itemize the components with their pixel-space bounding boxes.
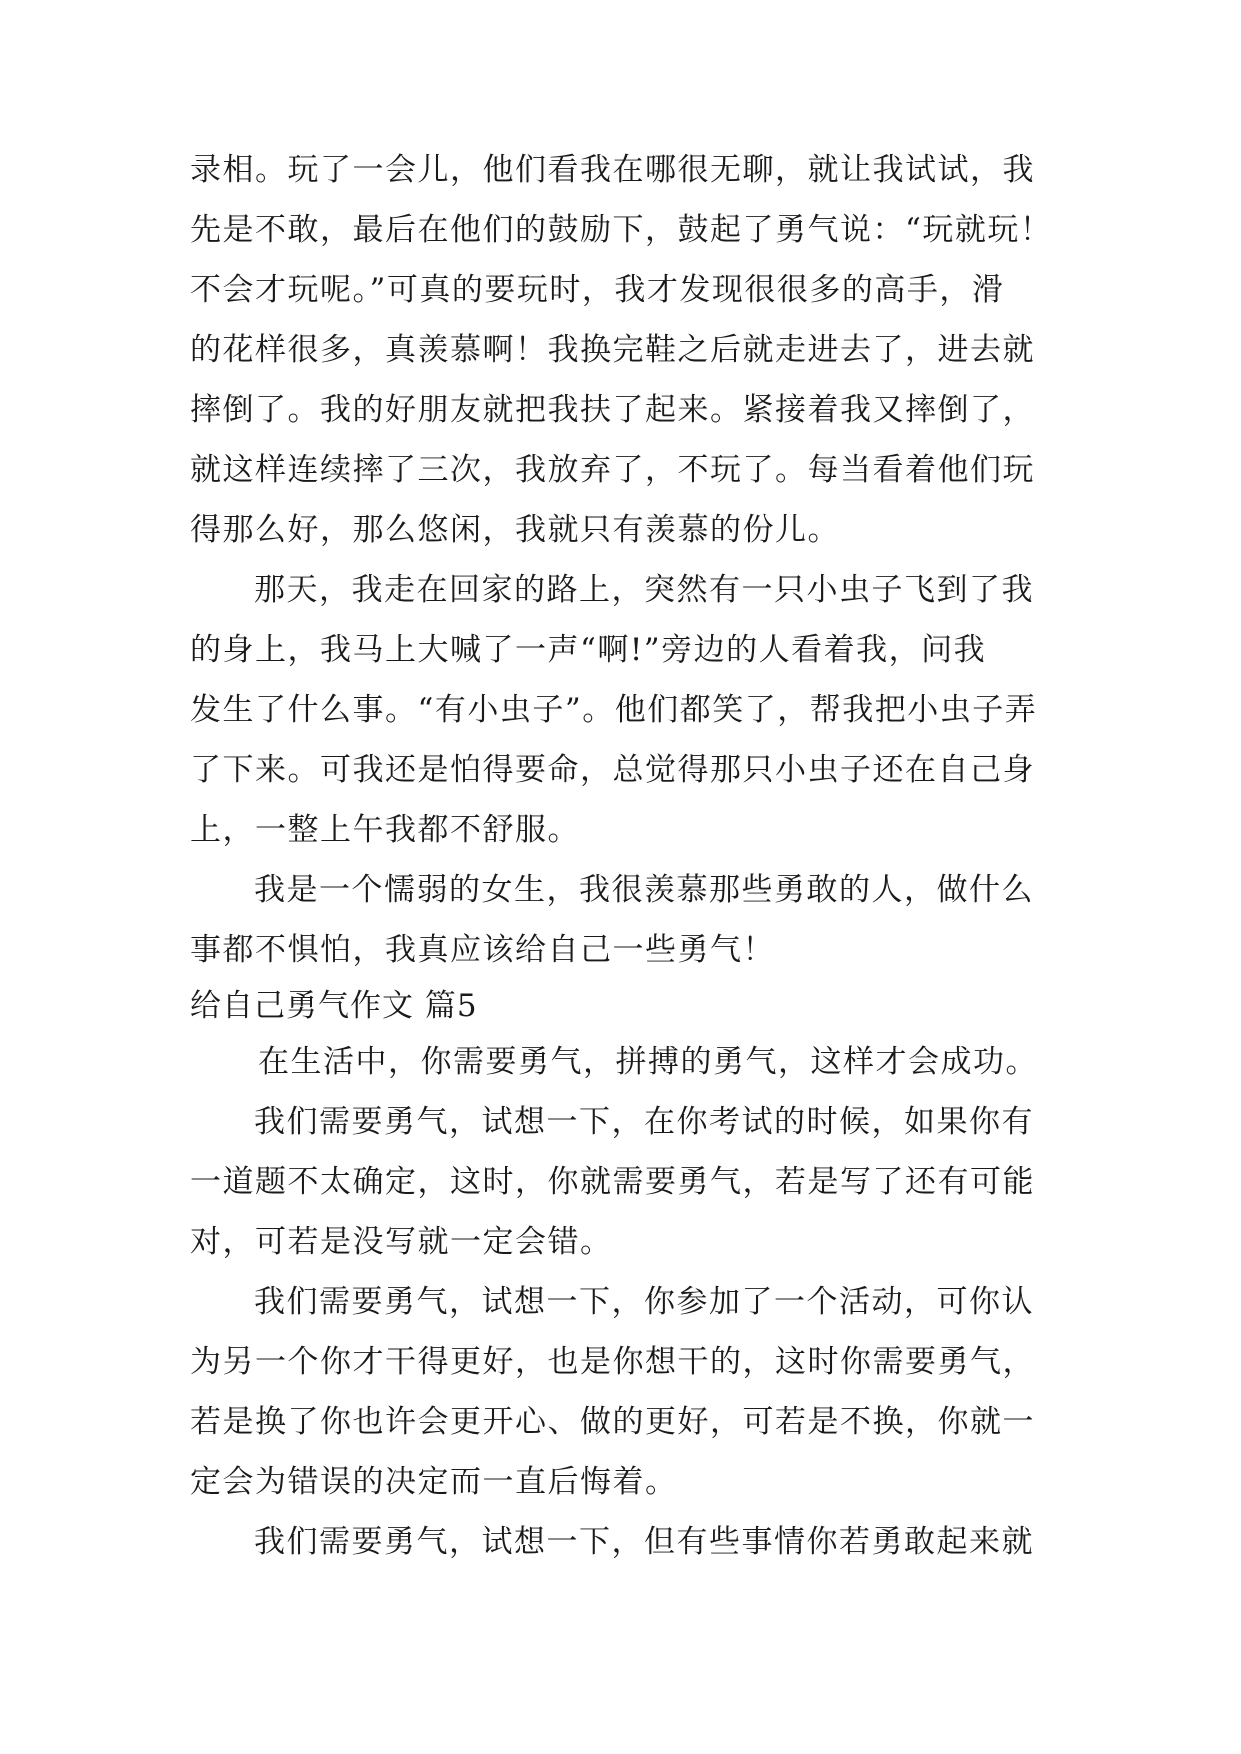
text-line: 上，一整上午我都不舒服。	[190, 812, 580, 848]
text-line: 发生了什么事。“有小虫子”。他们都笑了，帮我把小虫子弄	[190, 692, 1038, 728]
text-line: 就这样连续摔了三次，我放弃了，不玩了。每当看着他们玩	[190, 452, 1035, 488]
text-line: 的身上，我马上大喊了一声“啊!”旁边的人看着我，问我	[190, 632, 987, 668]
section-heading: 给自己勇气作文 篇5	[190, 988, 478, 1024]
text-line: 定会为错误的决定而一直后悔着。	[190, 1464, 678, 1500]
text-line: 的花样很多，真羡慕啊！我换完鞋之后就走进去了，进去就	[190, 332, 1035, 368]
text-line: 摔倒了。我的好朋友就把我扶了起来。紧接着我又摔倒了，	[190, 392, 1035, 428]
text-line: 录相。玩了一会儿，他们看我在哪很无聊，就让我试试，我	[190, 152, 1035, 188]
text-line: 了下来。可我还是怕得要命，总觉得那只小虫子还在自己身	[190, 752, 1035, 788]
paragraph-start-line: 我们需要勇气，试想一下，但有些事情你若勇敢起来就	[254, 1524, 1034, 1560]
text-line: 得那么好，那么悠闲，我就只有羡慕的份儿。	[190, 512, 840, 548]
text-line: 一道题不太确定，这时，你就需要勇气，若是写了还有可能	[190, 1164, 1035, 1200]
text-line: 不会才玩呢。”可真的要玩时，我才发现很很多的高手，滑	[190, 272, 1005, 308]
text-line: 若是换了你也许会更开心、做的更好，可若是不换，你就一	[190, 1404, 1035, 1440]
text-line: 为另一个你才干得更好，也是你想干的，这时你需要勇气，	[190, 1344, 1035, 1380]
paragraph-start-line: 我们需要勇气，试想一下，在你考试的时候，如果你有	[254, 1104, 1034, 1140]
paragraph-start-line: 我是一个懦弱的女生，我很羡慕那些勇敢的人，做什么	[254, 872, 1034, 908]
paragraph-start-line: 那天，我走在回家的路上，突然有一只小虫子飞到了我	[254, 572, 1034, 608]
paragraph-start-line: 在生活中，你需要勇气，拼搏的勇气，这样才会成功。	[258, 1044, 1038, 1080]
text-line: 对，可若是没写就一定会错。	[190, 1224, 613, 1260]
paragraph-start-line: 我们需要勇气，试想一下，你参加了一个活动，可你认	[254, 1284, 1034, 1320]
text-line: 事都不惧怕，我真应该给自己一些勇气！	[190, 932, 775, 968]
text-line: 先是不敢，最后在他们的鼓励下，鼓起了勇气说：“玩就玩！	[190, 212, 1053, 248]
